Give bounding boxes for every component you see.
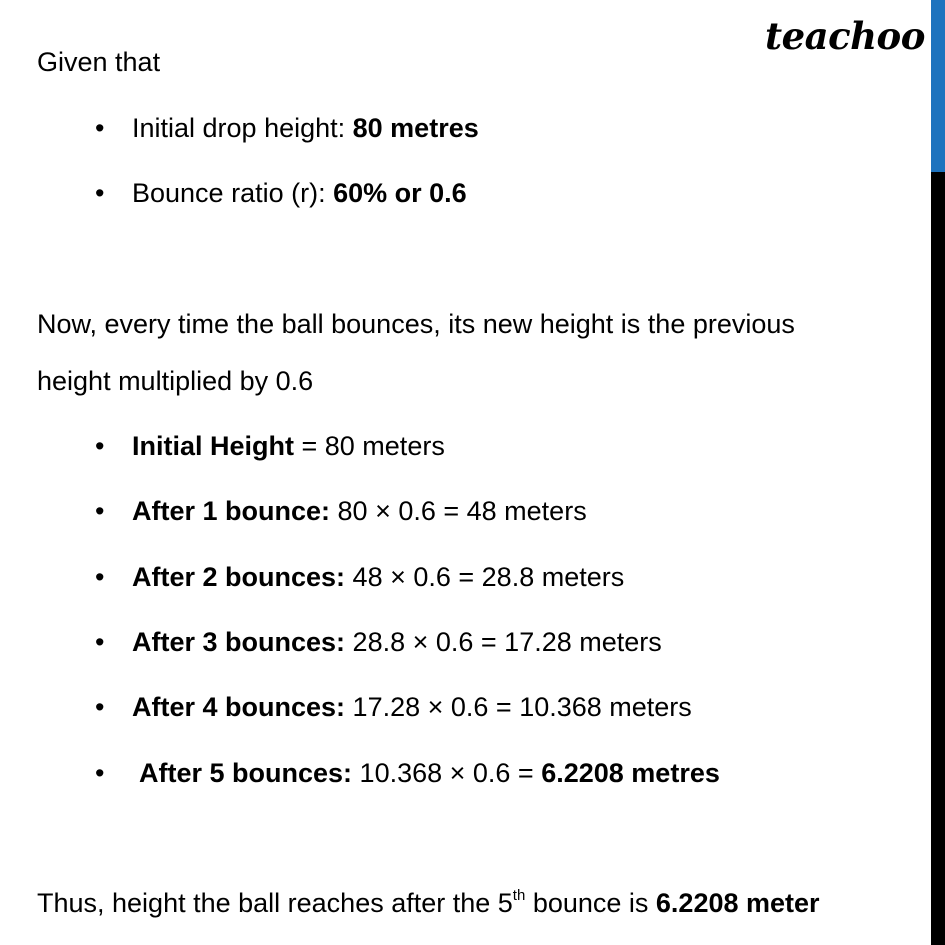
given-label: Bounce ratio (r): [132, 178, 334, 208]
step-text: = 80 meters [294, 431, 445, 461]
step-text: 17.28 × 0.6 = 10.368 meters [345, 692, 692, 722]
step-label: After 2 bounces: [132, 562, 346, 592]
step-text: 10.368 × 0.6 = [352, 758, 542, 788]
bullet-icon: • [95, 627, 105, 657]
given-label: Initial drop height: [132, 113, 353, 143]
bullet-icon: • [95, 178, 105, 208]
step-text: 28.8 × 0.6 = 17.28 meters [345, 627, 662, 657]
step-result: 6.2208 metres [541, 758, 720, 788]
conclusion-superscript: th [512, 887, 526, 904]
bullet-icon: • [95, 431, 105, 461]
given-item [95, 176, 467, 210]
step-item [95, 560, 624, 594]
teachoo-logo: teachoo [765, 14, 925, 58]
bullet-icon: • [95, 692, 105, 722]
step-item [95, 625, 662, 659]
bullet-icon: • [95, 113, 105, 143]
conclusion-text [37, 886, 820, 920]
conclusion-before: Thus, height the ball reaches after the 5 [37, 888, 513, 918]
given-item [95, 111, 479, 145]
step-label: After 3 bounces: [132, 627, 346, 657]
conclusion-after: bounce is [525, 888, 656, 918]
scroll-accent [931, 0, 945, 172]
step-item [95, 429, 445, 463]
given-value: 80 metres [352, 113, 479, 143]
explanation-line: height multiplied by 0.6 [37, 366, 314, 396]
bullet-icon: • [95, 758, 105, 788]
step-label: After 5 bounces: [139, 758, 353, 788]
bullet-icon: • [95, 496, 105, 526]
right-edge-bar [931, 0, 945, 945]
given-value: 60% or 0.6 [333, 178, 467, 208]
step-text: 48 × 0.6 = 28.8 meters [345, 562, 625, 592]
step-item [95, 494, 587, 528]
explanation-line: Now, every time the ball bounces, its new height is the previous [37, 309, 795, 339]
step-label: After 4 bounces: [132, 692, 346, 722]
bullet-icon: • [95, 562, 105, 592]
intro-text: Given that [37, 47, 161, 77]
step-item [95, 756, 720, 790]
step-label: Initial Height [132, 431, 294, 461]
step-label: After 1 bounce: [132, 496, 331, 526]
step-text: 80 × 0.6 = 48 meters [330, 496, 587, 526]
step-item [95, 690, 692, 724]
conclusion-answer: 6.2208 meter [655, 888, 820, 918]
